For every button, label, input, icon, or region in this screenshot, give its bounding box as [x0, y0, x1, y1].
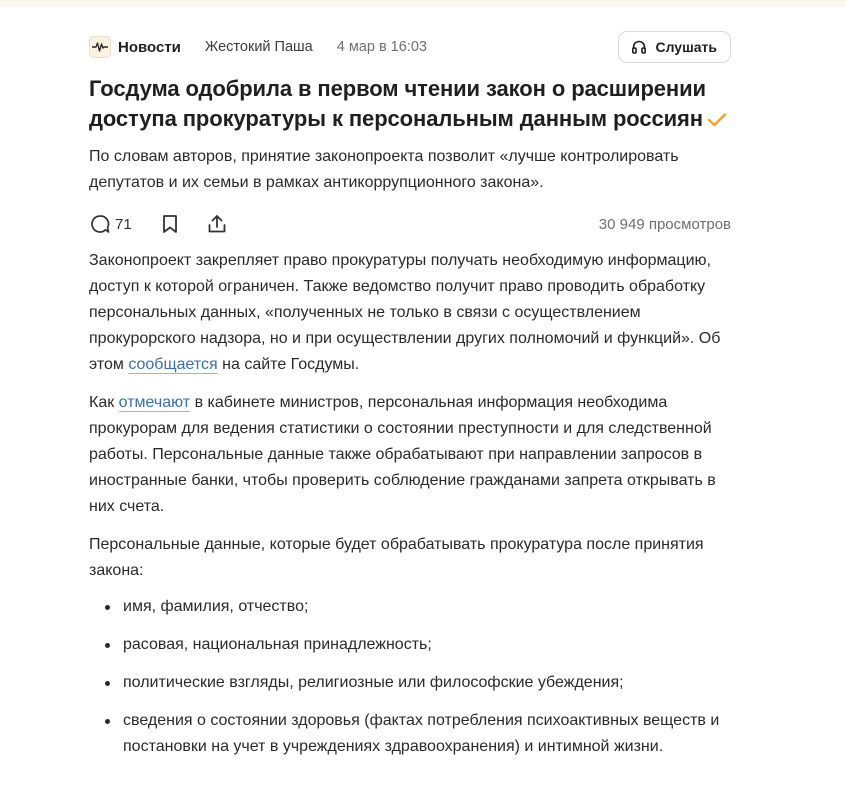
- list-item-text: сведения о состоянии здоровья (фактах потребления психоактивных веществ и постановки на учет в учреждениях здравоохранения) и интимной жизни.: [123, 712, 720, 755]
- paragraph-1-tail: на сайте Госдумы.: [217, 356, 360, 373]
- list-item-text: расовая, национальная принадлежность;: [123, 636, 432, 653]
- article-title-text: Госдума одобрила в первом чтении закон о расширении доступа прокуратуры к персональным данным россиян: [89, 76, 706, 131]
- bullet: [105, 681, 110, 686]
- article-body: [89, 248, 731, 760]
- source-link-duma[interactable]: сообщается: [128, 356, 218, 373]
- paragraph-1-text: Законопроект закрепляет право прокуратуры получать необходимую информацию, доступ к которой ограничен. Также ведомство получит право проводить обработку персональных данных, «полученных не только в связи с осуществлением прокурорского надзора, но и при осуществлении других полномочий и функций». Об этом: [89, 252, 721, 373]
- channel-name[interactable]: Новости: [118, 38, 181, 56]
- list-item-text: имя, фамилия, отчество;: [123, 598, 309, 615]
- listen-label: Слушать: [655, 39, 717, 55]
- article: [89, 30, 731, 772]
- list-item: [89, 708, 731, 760]
- share-icon: [206, 213, 228, 235]
- list-item: [89, 632, 731, 658]
- paragraph-2-text: в кабинете министров, персональная информация необходима прокурорам для ведения статистики о состоянии преступности и для следственной работы. Персональные данные также обрабатывают при направлении запросов в иностранные банки, чтобы проверить соблюдение гражданами запрета открывать в них счета.: [89, 394, 716, 515]
- bullet: [105, 719, 110, 724]
- bullet: [105, 643, 110, 648]
- paragraph-1: [89, 248, 731, 378]
- article-lead: По словам авторов, принятие законопроекта позволит «лучше контролировать депутатов и их семьи в рамках антикоррупционного закона».: [89, 148, 679, 191]
- pulse-logo-icon: [89, 36, 111, 58]
- paragraph-3: Персональные данные, которые будет обрабатывать прокуратура после принятия закона:: [89, 536, 704, 579]
- paragraph-2-lead: Как: [89, 394, 119, 411]
- list-item: [89, 670, 731, 696]
- headphones-icon: [631, 39, 647, 55]
- listen-button[interactable]: [618, 31, 731, 63]
- bookmark-icon: [160, 213, 180, 235]
- source-link-cabinet[interactable]: отмечают: [118, 394, 191, 411]
- views-count: 30 949 просмотров: [598, 215, 731, 233]
- publish-date: 4 мар в 16:03: [336, 39, 427, 55]
- checkmark-icon: [707, 106, 727, 136]
- comments-count: 71: [115, 215, 132, 233]
- top-strip: [0, 0, 846, 7]
- article-title: [89, 74, 731, 136]
- paragraph-2: [89, 390, 731, 520]
- share-button[interactable]: [206, 213, 228, 235]
- author-name[interactable]: Жестокий Паша: [204, 39, 313, 55]
- list-item: [89, 594, 731, 620]
- article-meta: [89, 30, 731, 64]
- channel-link[interactable]: [89, 36, 181, 58]
- comment-bubble-icon: [89, 213, 111, 235]
- comments-button[interactable]: [89, 213, 132, 235]
- bullet: [105, 605, 110, 610]
- list-item-text: политические взгляды, религиозные или философские убеждения;: [123, 674, 624, 691]
- bookmark-button[interactable]: [160, 213, 180, 235]
- article-actions: [89, 206, 731, 242]
- personal-data-list: [89, 594, 731, 760]
